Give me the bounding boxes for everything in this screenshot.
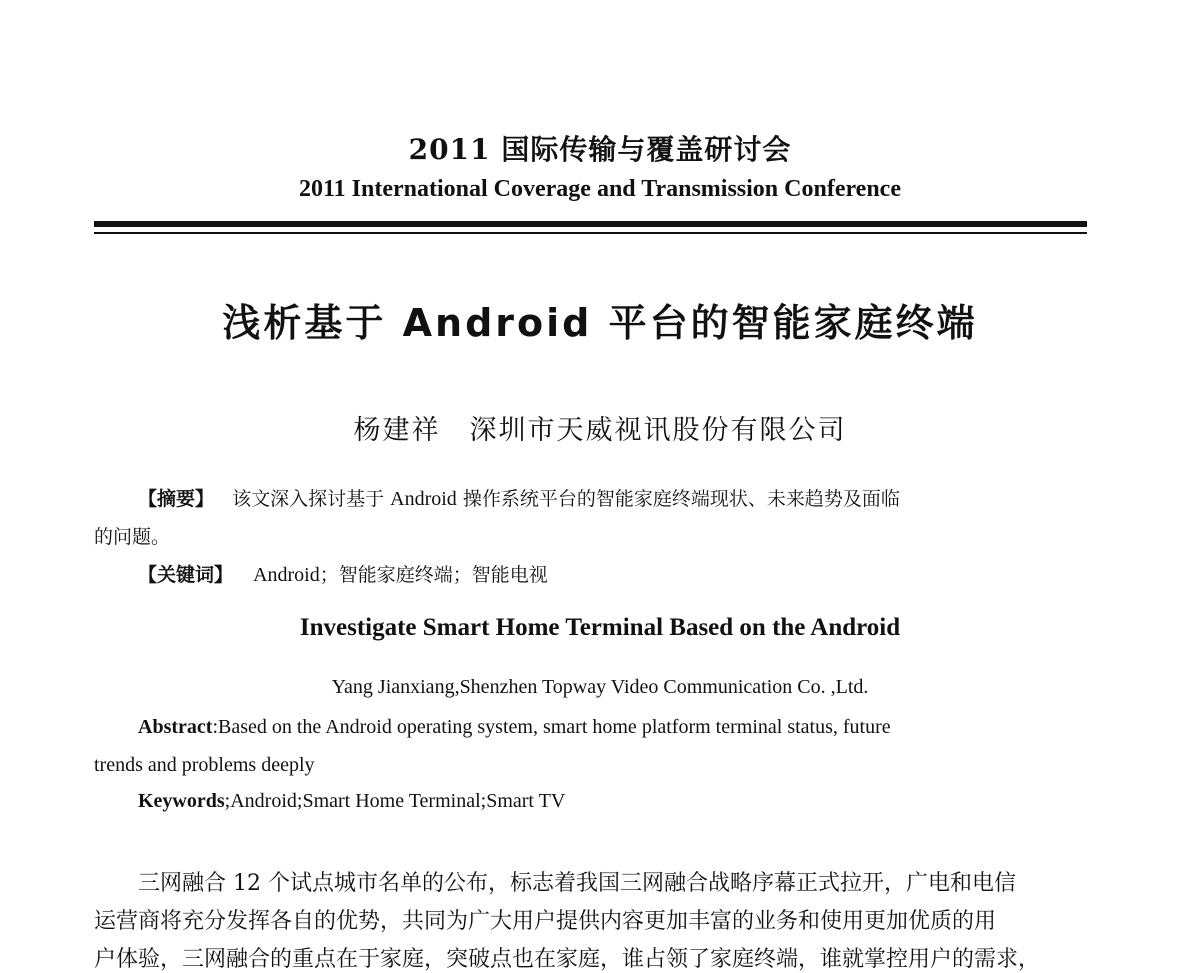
keywords-cn-rest: ；智能家庭终端；智能电视 — [319, 564, 548, 586]
keywords-en-label: Keywords — [138, 790, 225, 812]
header-rule-thick — [94, 221, 1087, 227]
abstract-en-label: Abstract — [138, 716, 213, 738]
keywords-cn-android: Android — [253, 564, 320, 586]
abstract-cn-android: Android — [390, 488, 457, 510]
conference-title-cn: 2011 国际传输与覆盖研讨会 — [408, 133, 792, 166]
body-paragraph-line1: 三网融合 12 个试点城市名单的公布，标志着我国三网融合战略序幕正式拉开，广电和电信 — [138, 871, 1016, 896]
keywords-en-text: ;Android;Smart Home Terminal;Smart TV — [224, 790, 566, 812]
conference-title-en: 2011 International Coverage and Transmission Conference — [298, 176, 901, 202]
abstract-en-line2: trends and problems deeply — [94, 754, 315, 776]
abstract-en-text-1: :Based on the Android operating system, smart home platform terminal status, future — [212, 716, 891, 738]
keywords-en — [138, 790, 565, 813]
body-paragraph-line2: 运营商将充分发挥各自的优势，共同为广大用户提供内容更加丰富的业务和使用更加优质的用 — [94, 909, 997, 934]
abstract-en-line1 — [138, 716, 891, 739]
header-rule-thin — [94, 232, 1087, 234]
authors-en: Yang Jianxiang,Shenzhen Topway Video Communication Co. ,Ltd. — [331, 676, 869, 698]
keywords-cn-label: 【关键词】 — [138, 564, 234, 586]
abstract-cn-text-2: 操作系统平台的智能家庭终端现状、未来趋势及面临 — [462, 488, 900, 510]
authors-cn: 杨建祥 深圳市天威视讯股份有限公司 — [353, 415, 847, 446]
paper-title-en: Investigate Smart Home Terminal Based on the Android — [299, 614, 901, 641]
body-paragraph-line3: 户体验，三网融合的重点在于家庭，突破点也在家庭，谁占领了家庭终端，谁就掌控用户的需求， — [94, 947, 1041, 972]
abstract-cn-line1 — [138, 484, 900, 511]
paper-title-cn: 浅析基于 Android 平台的智能家庭终端 — [222, 301, 978, 345]
abstract-cn-text-1: 该文深入探讨基于 — [232, 488, 385, 510]
keywords-cn — [138, 560, 548, 587]
abstract-cn-line2: 的问题。 — [94, 526, 171, 548]
abstract-cn-label: 【摘要】 — [138, 488, 215, 510]
